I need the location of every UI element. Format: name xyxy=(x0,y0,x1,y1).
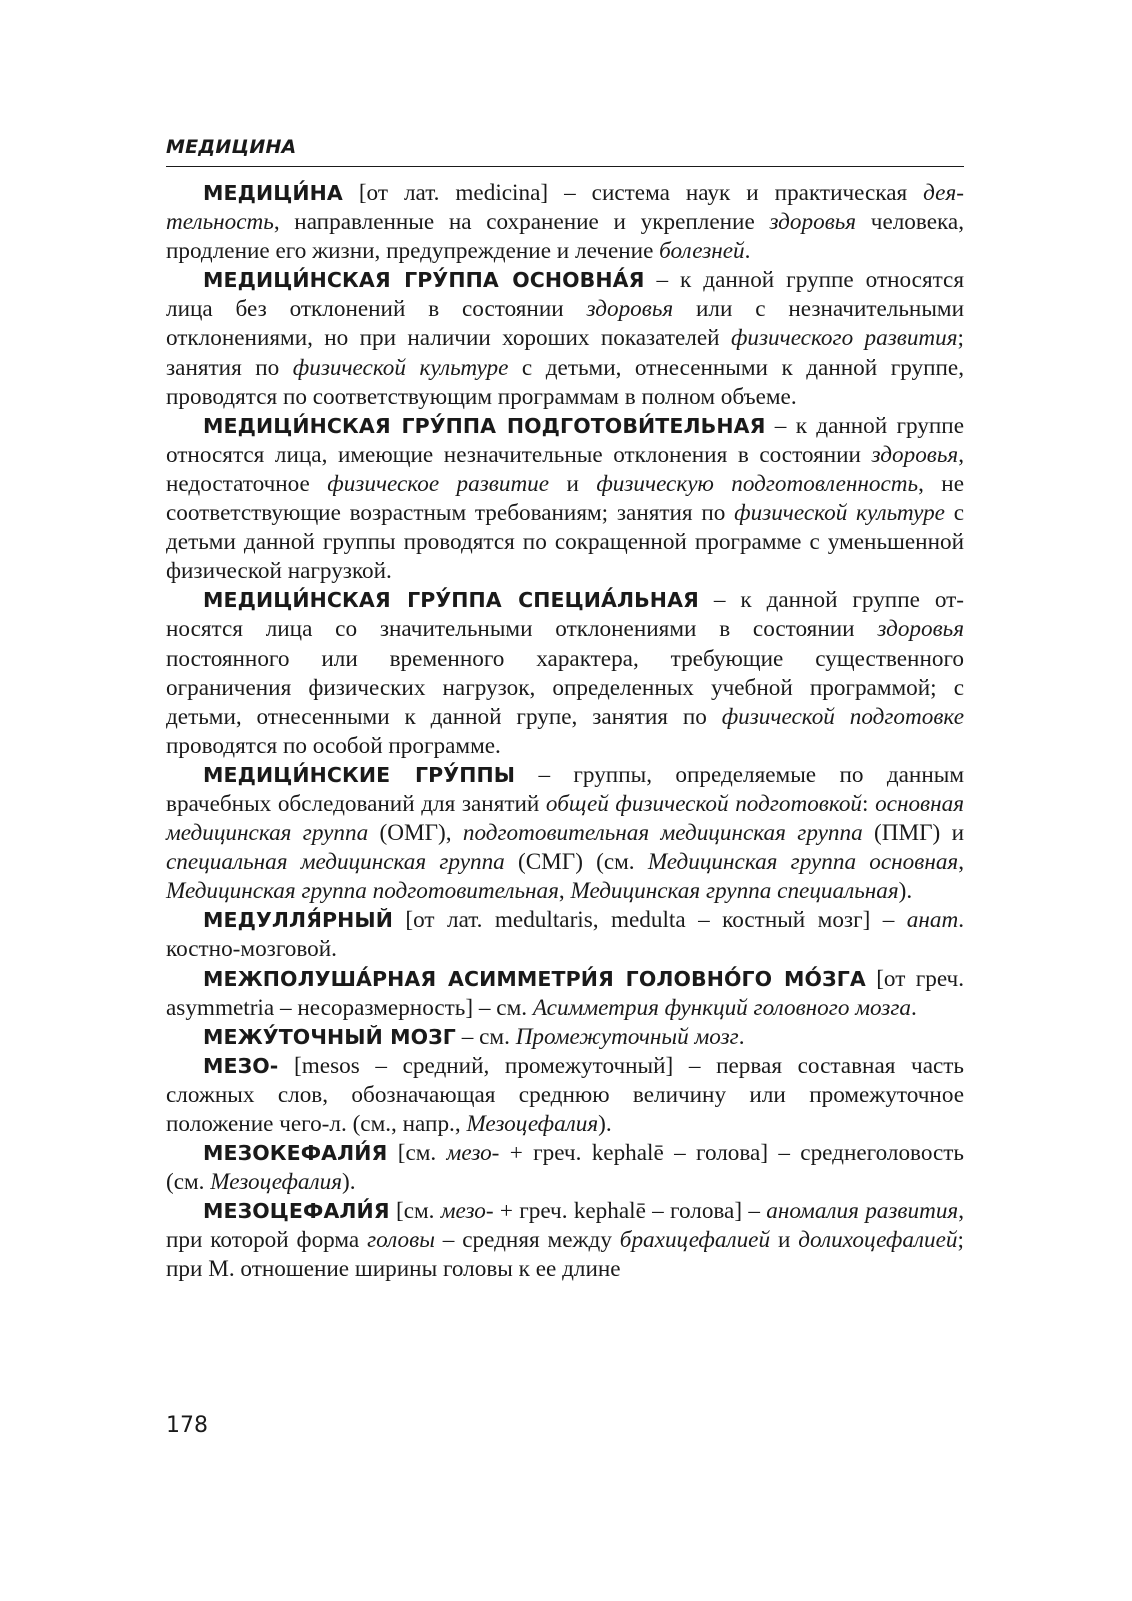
entry-text: человека, продление его жизни, предупреждение и лечение xyxy=(166,209,965,265)
entry-text: и xyxy=(549,470,597,497)
entry-italic-term: физической культуре xyxy=(292,354,509,381)
entry-text: ). xyxy=(598,1111,612,1137)
entry-italic-term: Мезоцефалия xyxy=(466,1111,599,1137)
dictionary-entry xyxy=(166,179,964,266)
entry-italic-term: деятельность xyxy=(166,180,964,236)
entry-italic-term: аномалия развития xyxy=(766,1198,959,1225)
dictionary-entry xyxy=(166,761,964,906)
dictionary-entry xyxy=(166,412,964,587)
entry-headword: МЕДИЦИ́НА xyxy=(203,181,343,205)
entry-text: [от лат. medultaris, medulta – костный мозг] – xyxy=(392,907,907,934)
entry-headword: МЕЗОЦЕФАЛИ́Я xyxy=(203,1199,390,1224)
entry-text: , xyxy=(958,849,964,876)
entry-text: – см. xyxy=(455,1023,516,1050)
entry-headword: МЕДУЛЛЯ́РНЫЙ xyxy=(203,908,393,933)
entry-italic-term: Медицинская группа специальная xyxy=(570,878,899,905)
entry-italic-term: Медицинская группа подготовительная xyxy=(166,878,559,905)
entry-headword: МЕДИЦИ́НСКАЯ ГРУ́ППА ПОДГОТОВИ́ТЕЛЬНАЯ xyxy=(203,413,766,438)
entry-italic-term: брахицефалией xyxy=(619,1227,771,1254)
entry-text: , не соответствующие возрастным требованиям; занятия по xyxy=(166,470,964,527)
entry-italic-term: мезо xyxy=(446,1140,492,1167)
entry-italic-term: общей физической подготовкой xyxy=(545,790,863,817)
entry-text: ; занятия по xyxy=(166,325,964,381)
entry-headword: МЕЗОКЕФАЛИ́Я xyxy=(203,1141,388,1166)
entry-text: постоянного или временного характера, требующие существенного ограничения физических нагрузок, определенных учебной программой; с детьми, отнесенными к данной групе, занятия по xyxy=(166,645,964,730)
entry-italic-term: долихоцефалией xyxy=(798,1227,958,1254)
entry-italic-term: Медицинская группа основная xyxy=(647,849,959,876)
entry-italic-term: Мезоцефалия xyxy=(210,1169,343,1196)
entry-italic-term: основная медицинская группа xyxy=(166,790,964,847)
entry-italic-term: болезней xyxy=(659,238,745,265)
entry-italic-term: физическую подготовленность xyxy=(596,470,919,497)
entry-text: или с незначительными отклонениями, но при наличии хороших показателей xyxy=(166,296,965,352)
entry-headword: МЕДИЦИ́НСКАЯ ГРУ́ППА СПЕЦИА́ЛЬНАЯ xyxy=(203,588,699,613)
entry-text: – к данной группе относятся лица, имеющие незначительные отклонения в состоянии xyxy=(166,412,964,468)
dictionary-entry xyxy=(166,1197,964,1284)
entry-italic-term: физической культуре xyxy=(734,500,945,527)
entry-italic-term: специальная медицинская группа xyxy=(166,849,505,876)
entry-italic-term: подготовительная медицинская группа xyxy=(462,820,863,847)
entry-text: - + греч. kephalē – голова] – среднеголовость (см. xyxy=(166,1140,965,1196)
entry-italic-term: анат xyxy=(906,907,959,934)
entry-headword: МЕЗО- xyxy=(203,1053,279,1078)
entry-text: ). xyxy=(342,1169,356,1196)
dictionary-entry xyxy=(166,1052,964,1139)
running-head: МЕДИЦИНА xyxy=(166,134,964,167)
page-number: 178 xyxy=(166,1413,208,1438)
page-body xyxy=(166,134,964,1285)
entry-italic-term: здоровья xyxy=(871,441,959,468)
dictionary-entry xyxy=(166,1023,964,1052)
entry-text: (ПМГ) и xyxy=(862,820,964,847)
dictionary-entry xyxy=(166,906,964,964)
entry-text: – к данной группе относятся лица со значительными отклонениями в состоянии xyxy=(166,587,964,643)
entry-text: – группы, определяемые по данным врачебных обследований для занятий xyxy=(166,761,964,817)
entry-text: ; при М. отношение ширины головы к ее длине xyxy=(166,1227,964,1283)
entry-text: – средняя между xyxy=(434,1227,620,1254)
entry-italic-term: физического развития xyxy=(730,325,958,352)
entry-text: с детьми, отнесенными к данной группе, проводятся по соответствующим программам в полном объеме. xyxy=(166,354,964,410)
entry-text: [от греч. asymmetria – несоразмерность] – см. xyxy=(166,965,964,1021)
entry-text: . костно-мозговой. xyxy=(166,907,964,963)
dictionary-entry xyxy=(166,266,964,411)
entry-headword: МЕЖПОЛУША́РНАЯ АСИММЕТРИ́Я ГОЛОВНО́ГО МО́ЗГА xyxy=(203,966,866,991)
entry-text: - + греч. kephalē – голова] – xyxy=(485,1198,767,1225)
entry-text: . xyxy=(910,994,917,1021)
entry-italic-term: здоровья xyxy=(769,209,857,236)
entry-text: . xyxy=(744,238,751,265)
entry-text: с детьми данной группы проводятся по сокращенной программе с уменьшенной физической нагрузкой. xyxy=(166,500,965,585)
entry-text: [mesos – средний, промежуточный] – первая составная часть сложных слов, обозначающая среднюю величину или промежуточное положение чего-л. (см., напр., xyxy=(166,1052,964,1137)
entry-text: , при которой форма xyxy=(166,1198,965,1254)
entry-text: (СМГ) (см. xyxy=(504,849,648,876)
entry-italic-term: головы xyxy=(367,1227,435,1254)
entry-text: , направленные на сохранение и укрепление xyxy=(273,209,770,236)
entry-text: – к данной группе относятся лица без отклонений в состоянии xyxy=(166,267,964,323)
dictionary-entry xyxy=(166,586,964,761)
entry-italic-term: Промежуточный мозг xyxy=(515,1023,739,1050)
entry-text: , недостаточное xyxy=(166,441,964,497)
entry-text: [см. xyxy=(387,1140,447,1167)
entry-text: проводятся по особой программе. xyxy=(166,732,501,759)
entry-italic-term: мезо xyxy=(440,1198,486,1225)
entry-italic-term: физическое развитие xyxy=(327,470,550,497)
entry-headword: МЕДИЦИ́НСКАЯ ГРУ́ППА ОСНОВНА́Я xyxy=(203,268,645,293)
entry-headword: МЕЖУ́ТОЧНЫЙ МОЗГ xyxy=(203,1024,456,1049)
entry-italic-term: физической подготовке xyxy=(721,703,964,730)
entry-headword: МЕДИЦИ́НСКИЕ ГРУ́ППЫ xyxy=(203,762,516,787)
entry-text: [см. xyxy=(389,1198,441,1225)
entry-text: [от лат. medicina] – система наук и практическая xyxy=(342,180,924,206)
dictionary-entries xyxy=(166,179,964,1285)
entry-text: ). xyxy=(898,878,913,905)
entry-text: : xyxy=(862,790,876,817)
entry-text: , xyxy=(558,878,571,905)
entry-text: (ОМГ), xyxy=(368,820,463,847)
entry-text: и xyxy=(770,1227,799,1254)
entry-italic-term: здоровья xyxy=(877,616,964,643)
entry-italic-term: Асимметрия функций головного мозга xyxy=(532,994,911,1021)
entry-text: . xyxy=(738,1023,745,1050)
entry-italic-term: здоровья xyxy=(586,296,674,323)
dictionary-entry xyxy=(166,1139,964,1197)
dictionary-entry xyxy=(166,965,964,1023)
